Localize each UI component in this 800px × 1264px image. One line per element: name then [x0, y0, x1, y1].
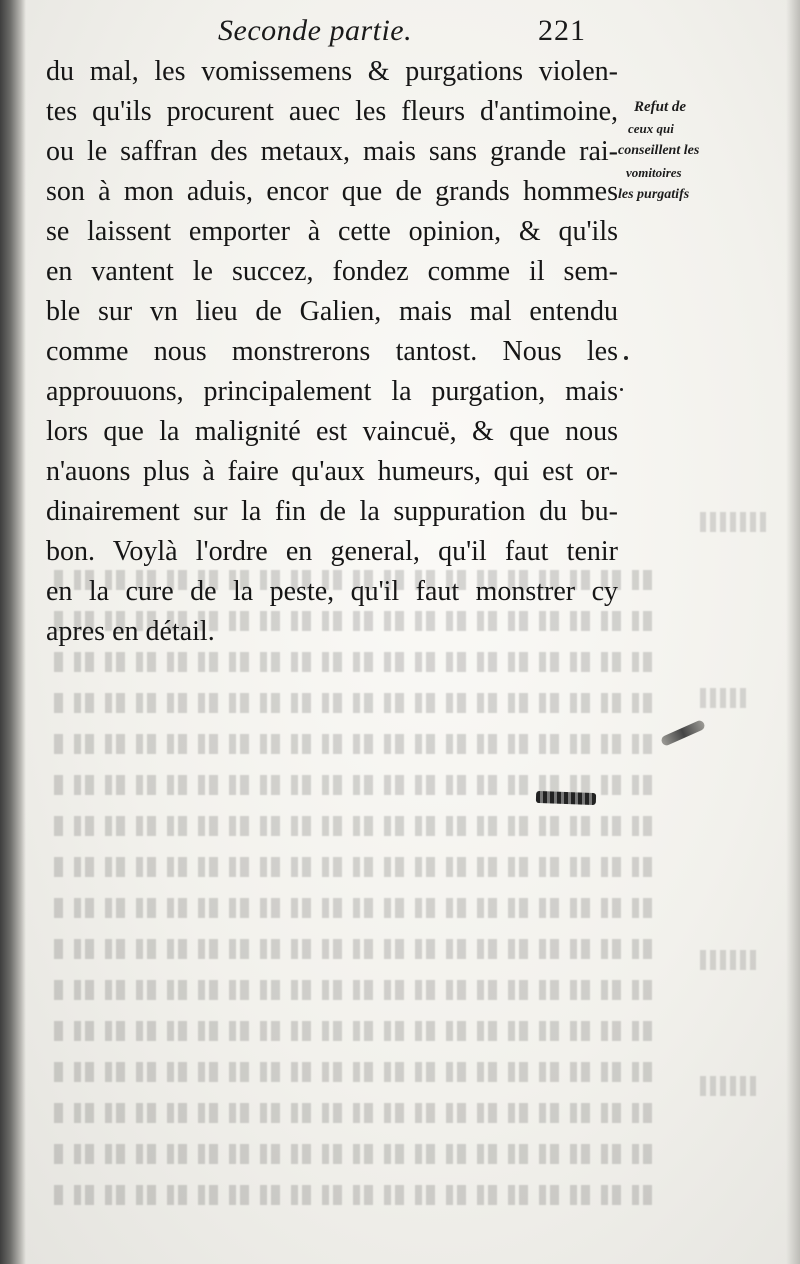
- text-line: se laissent emporter à cette opinion, & qu'ils: [46, 216, 618, 247]
- page-number: 221: [538, 14, 586, 47]
- ink-speck: [624, 356, 628, 360]
- text-line: tes qu'ils procurent auec les fleurs d'antimoine,: [46, 96, 618, 127]
- text-line: dinairement sur la fin de la suppuration du bu-: [46, 496, 618, 527]
- text-line: approuuons, principalement la purgation, mais: [46, 376, 618, 407]
- text-line: comme nous monstrerons tantost. Nous les: [46, 336, 618, 367]
- margin-note-line: conseillent les: [618, 143, 700, 158]
- margin-note-line: Refut de: [634, 99, 687, 115]
- text-line: lors que la malignité est vaincuë, & que nous: [46, 416, 618, 447]
- margin-note-line: les purgatifs: [618, 187, 690, 202]
- text-line: n'auons plus à faire qu'aux humeurs, qui est or-: [46, 456, 618, 487]
- text-line: du mal, les vomissemens & purgations violen-: [46, 56, 618, 87]
- text-line: bon. Voylà l'ordre en general, qu'il faut tenir: [46, 536, 618, 567]
- text-line: en vantent le succez, fondez comme il sem-: [46, 256, 618, 287]
- paper-stain: [660, 719, 706, 747]
- page-binding-edge: [0, 0, 26, 1264]
- running-head: [0, 14, 800, 54]
- show-through-text: [52, 560, 652, 1216]
- margin-note: [618, 96, 748, 206]
- text-line: son à mon aduis, encor que de grands hommes: [46, 176, 618, 207]
- show-through-margin-note: [700, 688, 750, 708]
- text-line: apres en détail.: [46, 616, 215, 647]
- body-text: [46, 52, 618, 652]
- margin-note-line: vomitoires: [626, 165, 682, 180]
- margin-note-line: ceux qui: [628, 121, 674, 136]
- text-line: en la cure de la peste, qu'il faut monstrer cy: [46, 576, 618, 607]
- running-title: Seconde partie.: [218, 14, 413, 47]
- page-outer-edge: [786, 0, 800, 1264]
- text-line: ble sur vn lieu de Galien, mais mal entendu: [46, 296, 618, 327]
- ink-speck: [620, 388, 623, 391]
- show-through-margin-note: [700, 512, 770, 532]
- show-through-margin-note: [700, 1076, 756, 1096]
- text-line: ou le saffran des metaux, mais sans grande rai-: [46, 136, 618, 167]
- paper-stain: [536, 791, 596, 805]
- show-through-margin-note: [700, 950, 760, 970]
